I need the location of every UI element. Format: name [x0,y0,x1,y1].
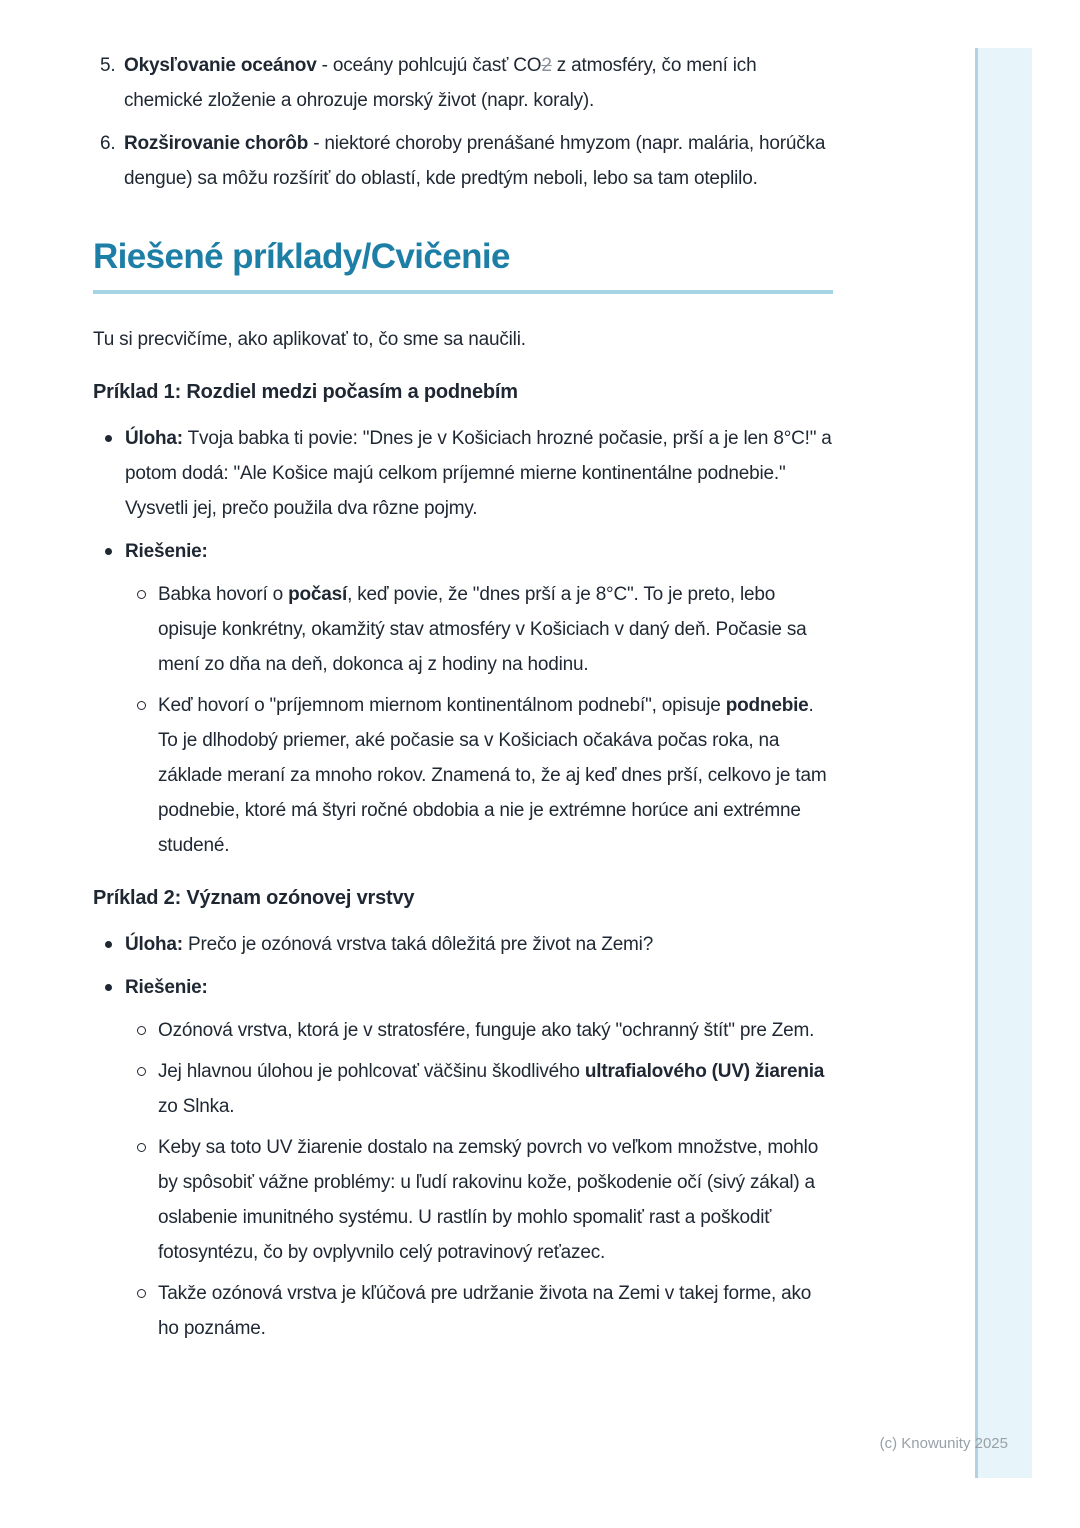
numbered-list [93,48,833,196]
copyright-footer: (c) Knowunity 2025 [879,1435,1008,1452]
bullet-item [93,534,833,569]
bullet-circle-icon [137,1289,146,1298]
numbered-list-item [93,126,833,196]
bullet-circle-icon [137,1026,146,1035]
examples [93,379,833,1346]
text-run: Takže ozónová vrstva je kľúčová pre udržanie života na Zemi v takej forme, ako ho poznáme. [158,1283,812,1339]
text-run: 2 [541,55,552,76]
bold-text: Úloha: [125,934,183,955]
bullet-dot-icon [105,548,112,555]
sub-bullet-text [158,1013,833,1048]
text-run: , keď povie, že "dnes prší a je 8°C". To je preto, lebo opisuje konkrétny, okamžitý stav atmosféry v Košiciach v daný deň. Počasie sa mení zo dňa na deň, dokonca aj z hodiny na hodinu. [158,584,807,675]
page-accent-stripe [975,48,1032,1478]
sub-bullet-text [158,577,833,682]
text-run: z atmosféry, čo mení ich chemické zloženie a ohrozuje morský život (napr. koraly). [124,55,757,111]
bullet-circle-icon [137,1067,146,1076]
bullet-text [125,970,833,1005]
numbered-list-item [93,48,833,118]
bold-text: Rozširovanie chorôb [124,133,309,154]
example-title: Príklad 1: Rozdiel medzi počasím a podnebím [93,381,518,403]
bold-text: počasí [288,584,348,605]
sub-bullet-text [158,1276,833,1346]
intro-paragraph: Tu si precvičíme, ako aplikovať to, čo sme sa naučili. [93,329,526,350]
bullet-circle-icon [137,701,146,710]
sub-bullet-text [158,688,833,863]
bold-text: Okysľovanie oceánov [124,55,317,76]
text-run: - oceány pohlcujú časť CO [316,55,542,76]
bold-text: Úloha: [125,428,183,449]
section-heading-rule [93,290,833,294]
sub-bullet-item [137,688,833,863]
bullet-item [93,421,833,526]
sub-bullet-list [93,1013,833,1346]
document-content [93,0,833,1354]
text-run: zo Slnka. [158,1096,235,1117]
bullet-text [125,534,833,569]
bullet-dot-icon [105,984,112,991]
sub-bullet-text [158,1054,833,1124]
bold-text: ultrafialového (UV) žiarenia [584,1061,825,1082]
bullet-text [125,927,833,962]
list-item-text [124,48,833,118]
bullet-item [93,970,833,1005]
text-run: Babka hovorí o [158,584,289,605]
bullet-circle-icon [137,590,146,599]
text-run: Prečo je ozónová vrstva taká dôležitá pre život na Zemi? [182,934,654,955]
bullet-item [93,927,833,962]
bullet-text [125,421,833,526]
bullet-dot-icon [105,941,112,948]
bold-text: Riešenie: [125,541,208,562]
text-run: - niektoré choroby prenášané hmyzom (napr. malária, horúčka dengue) sa môžu rozšíriť do oblastí, kde predtým neboli, lebo sa tam oteplilo. [124,133,826,189]
bullet-dot-icon [105,435,112,442]
list-item-text [124,126,833,196]
list-number: 6. [100,133,116,154]
text-run: Jej hlavnou úlohou je pohlcovať väčšinu škodlivého [158,1061,585,1082]
text-run: Keď hovorí o "príjemnom miernom kontinentálnom podnebí", opisuje [158,695,726,716]
sub-bullet-list [93,577,833,863]
bold-text: Riešenie: [125,977,208,998]
sub-bullet-text [158,1130,833,1270]
bullet-circle-icon [137,1143,146,1152]
sub-bullet-item [137,577,833,682]
text-run: . To je dlhodobý priemer, aké počasie sa v Košiciach očakáva počas roka, na základe meraní za mnoho rokov. Znamená to, že aj keď dnes prší, celkovo je tam podnebie, ktoré má štyri ročné obdobia a nie je extrémne horúce ani extrémne studené. [158,695,827,856]
bold-text: podnebie [725,695,809,716]
text-run: Keby sa toto UV žiarenie dostalo na zemský povrch vo veľkom množstve, mohlo by spôsobiť vážne problémy: u ľudí rakovinu kože, poškodenie očí (sivý zákal) a oslabenie imunitného systému. U rastlín by mohlo spomaliť rast a poškodiť fotosyntézu, čo by ovplyvnilo celý potravinový reťazec. [158,1137,819,1263]
sub-bullet-item [137,1130,833,1270]
section-heading: Riešené príklady/Cvičenie [93,237,510,276]
sub-bullet-item [137,1054,833,1124]
sub-bullet-item [137,1276,833,1346]
list-number: 5. [100,55,116,76]
sub-bullet-item [137,1013,833,1048]
text-run: Tvoja babka ti povie: "Dnes je v Košiciach hrozné počasie, prší a je len 8°C!" a potom dodá: "Ale Košice majú celkom príjemné mierne kontinentálne podnebie." Vysvetli jej, prečo použila dva rôzne pojmy. [125,428,832,519]
example-title: Príklad 2: Význam ozónovej vrstvy [93,887,415,909]
text-run: Ozónová vrstva, ktorá je v stratosfére, funguje ako taký "ochranný štít" pre Zem. [158,1020,815,1041]
